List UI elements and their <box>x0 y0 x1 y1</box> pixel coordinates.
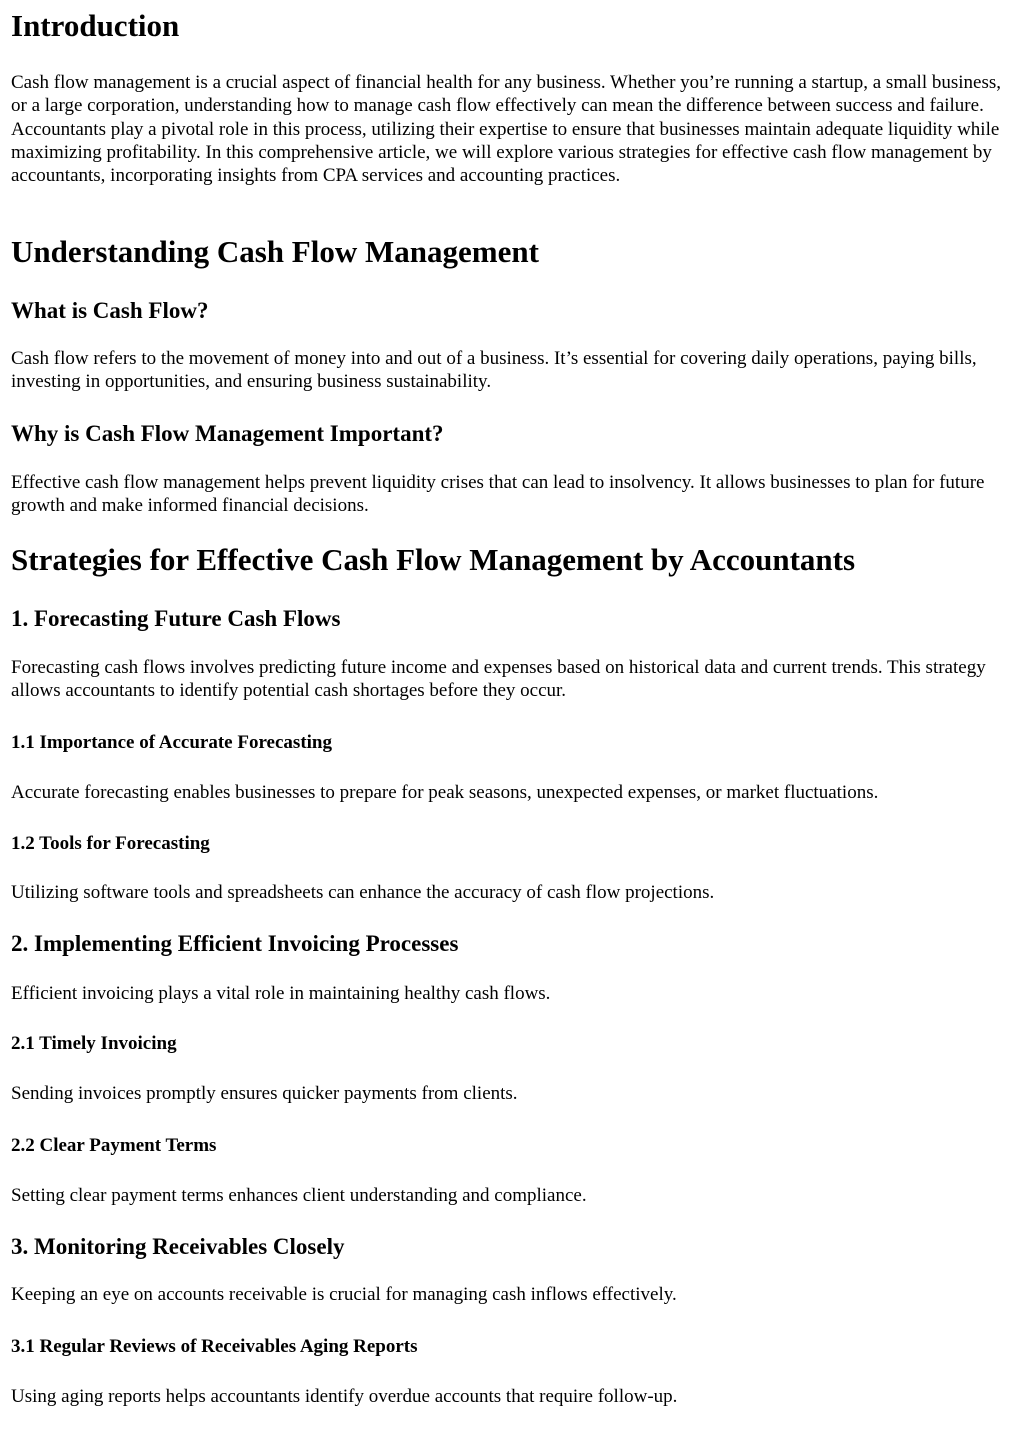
intro-paragraph: Cash flow management is a crucial aspect of financial health for any business. Whether you’re running a startup, a small business, or a large corporation, understanding how to manage cash flow effectively can mean the difference between success and failure. Accountants play a pivotal role in this process, utilizing their expertise to ensure that businesses maintain adequate liquidity while maximizing profitability. In this comprehensive article, we will explore various strategies for effective cash flow management by accountants, incorporating insights from CPA services and accounting practices. <box>11 72 1001 187</box>
strategy-1-heading: 1. Forecasting Future Cash Flows <box>11 606 341 631</box>
strategy-2-heading: 2. Implementing Efficient Invoicing Processes <box>11 931 459 956</box>
strategy-1-2-paragraph: Utilizing software tools and spreadsheets can enhance the accuracy of cash flow projections. <box>11 882 715 903</box>
strategy-2-paragraph: Efficient invoicing plays a vital role in maintaining healthy cash flows. <box>11 983 551 1004</box>
why-important-heading: Why is Cash Flow Management Important? <box>11 421 444 446</box>
strategy-3-paragraph: Keeping an eye on accounts receivable is crucial for managing cash inflows effectively. <box>11 1284 677 1305</box>
strategy-3-heading: 3. Monitoring Receivables Closely <box>11 1234 345 1259</box>
strategy-1-2-heading: 1.2 Tools for Forecasting <box>11 833 210 854</box>
strategy-1-1-heading: 1.1 Importance of Accurate Forecasting <box>11 732 332 753</box>
what-is-cash-flow-paragraph: Cash flow refers to the movement of money into and out of a business. It’s essential for covering daily operations, paying bills, investing in opportunities, and ensuring business sustainability. <box>11 348 977 393</box>
strategy-2-1-paragraph: Sending invoices promptly ensures quicker payments from clients. <box>11 1083 518 1104</box>
strategy-3-1-heading: 3.1 Regular Reviews of Receivables Aging Reports <box>11 1336 418 1357</box>
strategy-2-2-heading: 2.2 Clear Payment Terms <box>11 1135 217 1156</box>
strategy-2-1-heading: 2.1 Timely Invoicing <box>11 1033 177 1054</box>
strategy-1-1-paragraph: Accurate forecasting enables businesses to prepare for peak seasons, unexpected expenses, or market fluctuations. <box>11 782 879 803</box>
strategy-1-paragraph: Forecasting cash flows involves predicting future income and expenses based on historical data and current trends. This strategy allows accountants to identify potential cash shortages before they occur. <box>11 657 986 702</box>
intro-heading: Introduction <box>11 8 180 43</box>
what-is-cash-flow-heading: What is Cash Flow? <box>11 298 209 323</box>
strategy-2-2-paragraph: Setting clear payment terms enhances client understanding and compliance. <box>11 1185 587 1206</box>
strategies-heading: Strategies for Effective Cash Flow Management by Accountants <box>11 542 856 577</box>
why-important-paragraph: Effective cash flow management helps prevent liquidity crises that can lead to insolvency. It allows businesses to plan for future growth and make informed financial decisions. <box>11 472 985 517</box>
strategy-3-1-paragraph: Using aging reports helps accountants identify overdue accounts that require follow-up. <box>11 1386 678 1407</box>
understanding-heading: Understanding Cash Flow Management <box>11 234 539 269</box>
